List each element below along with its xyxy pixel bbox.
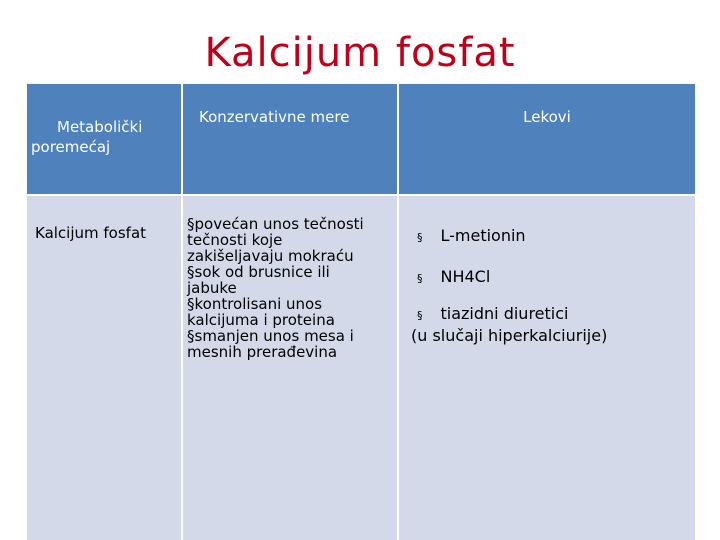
measure-line: kalcijuma i proteina [187, 311, 335, 329]
table-header-row [27, 84, 695, 195]
slide-title: Kalcijum fosfat [204, 30, 516, 76]
measure-line: §smanjen unos mesa i [187, 327, 354, 345]
header-col3-label: Lekovi [523, 108, 571, 126]
disorder-label: Kalcijum fosfat [35, 224, 147, 242]
medication-label: L-metionin [440, 226, 526, 245]
bullet-icon: § [417, 231, 423, 244]
measure-line: jabuke [187, 279, 237, 297]
bullet-icon: § [417, 272, 423, 285]
header-col1-line2: poremećaj [31, 138, 111, 156]
table-row [27, 195, 695, 540]
medication-note: (u slučaji hiperkalciurije) [411, 326, 608, 345]
header-medications [398, 84, 695, 195]
medication-item [411, 304, 695, 346]
medication-label: NH4Cl [440, 267, 491, 286]
measure-line: §povećan unos tečnosti [187, 215, 364, 233]
header-col2-label: Konzervativne mere [199, 108, 350, 126]
medication-item [411, 267, 695, 286]
therapy-table [27, 84, 695, 540]
bullet-icon: § [417, 309, 423, 322]
measure-line: §sok od brusnice ili [187, 263, 330, 281]
header-conservative-measures [182, 84, 398, 195]
medication-label: tiazidni diuretici [440, 304, 569, 323]
measure-line: mesnih prerađevina [187, 343, 338, 361]
measure-line: tečnosti koje [187, 231, 283, 249]
measure-line: zakišeljavaju mokraću [187, 247, 354, 265]
header-metabolic-disorder [27, 84, 182, 195]
measure-line: §kontrolisani unos [187, 295, 323, 313]
cell-disorder [27, 195, 182, 540]
header-col1-line1: Metabolički [57, 118, 143, 136]
medication-item [411, 226, 695, 245]
cell-measures [182, 195, 398, 540]
cell-medications [398, 195, 695, 540]
